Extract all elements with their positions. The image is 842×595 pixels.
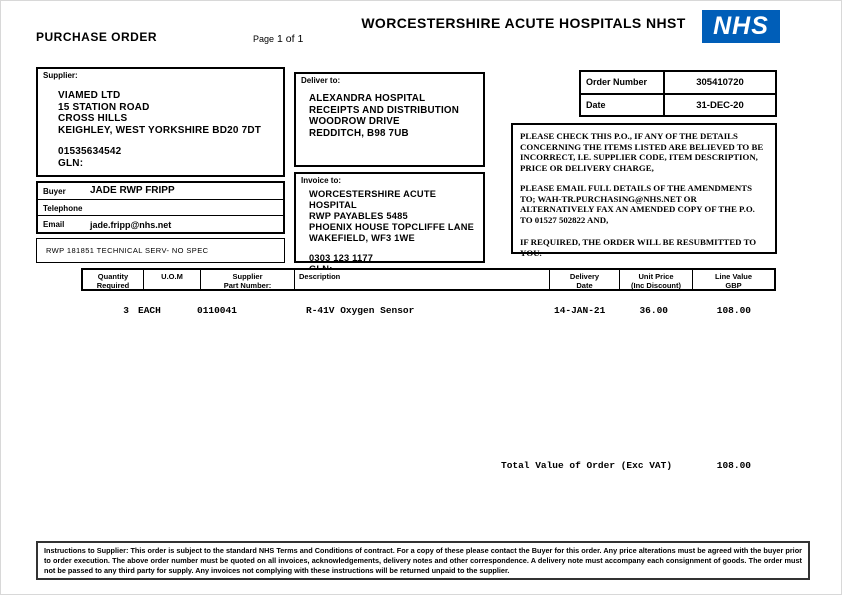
- order-date-label: Date: [581, 95, 665, 116]
- invoice-address-line: RWP PAYABLES 5485: [309, 211, 408, 221]
- telephone-row: [38, 199, 283, 216]
- supplier-instructions-text: Instructions to Supplier: This order is subject to the standard NHS Terms and Conditions of contract. For a copy of these please contact the Buyer for this order. Any price alterations must be agreed with the buyer prior to order execution. The above order number must be quoted on all invoices, acknowledgements, delivery notes and other correspondence. A delivery note must accompany each consignment of goods. The order must not be passed to any third party for supply. Any invoices not complying with these instructions will be returned unpaid to the supplier.: [44, 546, 802, 575]
- column-header-quantity: Quantity Required: [96, 272, 130, 290]
- items-table-header: [81, 268, 776, 291]
- telephone-label: Telephone: [43, 203, 83, 213]
- buyer-contact-table: [36, 181, 285, 234]
- buyer-row: [38, 183, 283, 199]
- order-total-label: Total Value of Order (Exc VAT): [501, 460, 673, 471]
- order-number-value: 305410720: [696, 77, 744, 88]
- email-row: [38, 215, 283, 232]
- amendment-notice-box: [511, 123, 777, 258]
- order-info-table: [579, 70, 777, 117]
- notice-paragraph: PLEASE EMAIL FULL DETAILS OF THE AMENDMENTS TO; WAH-TR.PURCHASING@NHS.NET OR ALTERNATIVELY FAX AN AMENDED COPY OF THE P.O. TO 01527 502822 AND,: [520, 183, 755, 225]
- buyer-name: JADE RWP FRIPP: [90, 185, 175, 196]
- supplier-address-line: CROSS HILLS: [58, 113, 128, 124]
- item-uom: EACH: [138, 305, 161, 316]
- deliver-to-label: Deliver to:: [301, 76, 341, 85]
- invoice-phone: 0303 123 1177: [309, 253, 374, 263]
- deliver-to-address: [309, 93, 483, 139]
- supplier-gln-label: GLN:: [58, 157, 84, 169]
- spec-note-box: [36, 238, 285, 263]
- supplier-address: [58, 90, 283, 169]
- organisation-name: WORCESTERSHIRE ACUTE HOSPITALS NHST: [361, 15, 686, 31]
- supplier-box: [36, 67, 285, 177]
- deliver-address-line: WOODROW DRIVE: [309, 116, 400, 127]
- invoice-to-address: [309, 189, 483, 275]
- supplier-address-line: KEIGHLEY, WEST YORKSHIRE BD20 7DT: [58, 124, 262, 136]
- order-date-value: 31-DEC-20: [696, 99, 744, 111]
- item-quantity: 3: [123, 305, 129, 316]
- column-header-description: Description: [294, 270, 549, 289]
- page-number: 1 of 1: [277, 33, 304, 45]
- invoice-address-line: WAKEFIELD, WF3 1WE: [309, 233, 415, 243]
- order-date-row: [581, 93, 775, 116]
- column-header-delivery-date: Delivery Date: [549, 270, 619, 289]
- page-label: Page: [253, 34, 275, 44]
- column-header-part-number: Supplier Part Number:: [200, 270, 294, 289]
- column-header-unit-price: Unit Price (Inc Discount): [619, 270, 692, 289]
- supplier-label: Supplier:: [43, 71, 78, 80]
- supplier-instructions-box: [36, 541, 810, 580]
- item-part-number: 0110041: [197, 305, 237, 316]
- invoice-address-line: PHOENIX HOUSE TOPCLIFFE LANE: [309, 222, 475, 232]
- buyer-email: jade.fripp@nhs.net: [90, 220, 172, 231]
- order-number-row: [581, 72, 775, 93]
- deliver-address-line: RECEIPTS AND DISTRIBUTION: [309, 104, 459, 116]
- notice-paragraph: IF REQUIRED, THE ORDER WILL BE RESUBMITTED TO YOU.: [520, 237, 757, 258]
- item-line-value: 108.00: [716, 305, 751, 316]
- supplier-address-line: 15 STATION ROAD: [58, 101, 150, 113]
- order-total-value: 108.00: [716, 460, 751, 471]
- invoice-address-line: WORCESTERSHIRE ACUTE HOSPITAL: [309, 189, 437, 210]
- order-number-label: Order Number: [581, 72, 665, 93]
- notice-paragraph: PLEASE CHECK THIS P.O., IF ANY OF THE DETAILS CONCERNING THE ITEMS LISTED ARE BELIEVED TO BE INCORRECT, I.E. SUPPLIER CODE, ITEM DESCRIPTION, PRICE OR DELIVERY CHARGE,: [520, 131, 764, 173]
- supplier-phone: 01535634542: [58, 146, 122, 157]
- item-description: R-41V Oxygen Sensor: [306, 305, 415, 316]
- email-label: Email: [43, 220, 65, 230]
- invoice-to-box: [294, 172, 485, 263]
- page-indicator: [253, 33, 303, 45]
- deliver-to-box: [294, 72, 485, 167]
- spec-note: RWP 181851 TECHNICAL SERV- NO SPEC: [46, 246, 209, 255]
- deliver-address-line: ALEXANDRA HOSPITAL: [309, 93, 426, 104]
- column-header-line-value: Line Value GBP: [692, 270, 774, 289]
- item-delivery-date: 14-JAN-21: [554, 305, 606, 316]
- buyer-label: Buyer: [43, 187, 66, 196]
- nhs-logo: NHS: [702, 10, 780, 43]
- page-title: PURCHASE ORDER: [36, 30, 158, 44]
- deliver-address-line: REDDITCH, B98 7UB: [309, 127, 409, 139]
- invoice-to-label: Invoice to:: [301, 176, 342, 185]
- supplier-name: VIAMED LTD: [58, 90, 121, 101]
- item-unit-price: 36.00: [639, 305, 668, 316]
- column-header-uom: U.O.M: [143, 270, 200, 289]
